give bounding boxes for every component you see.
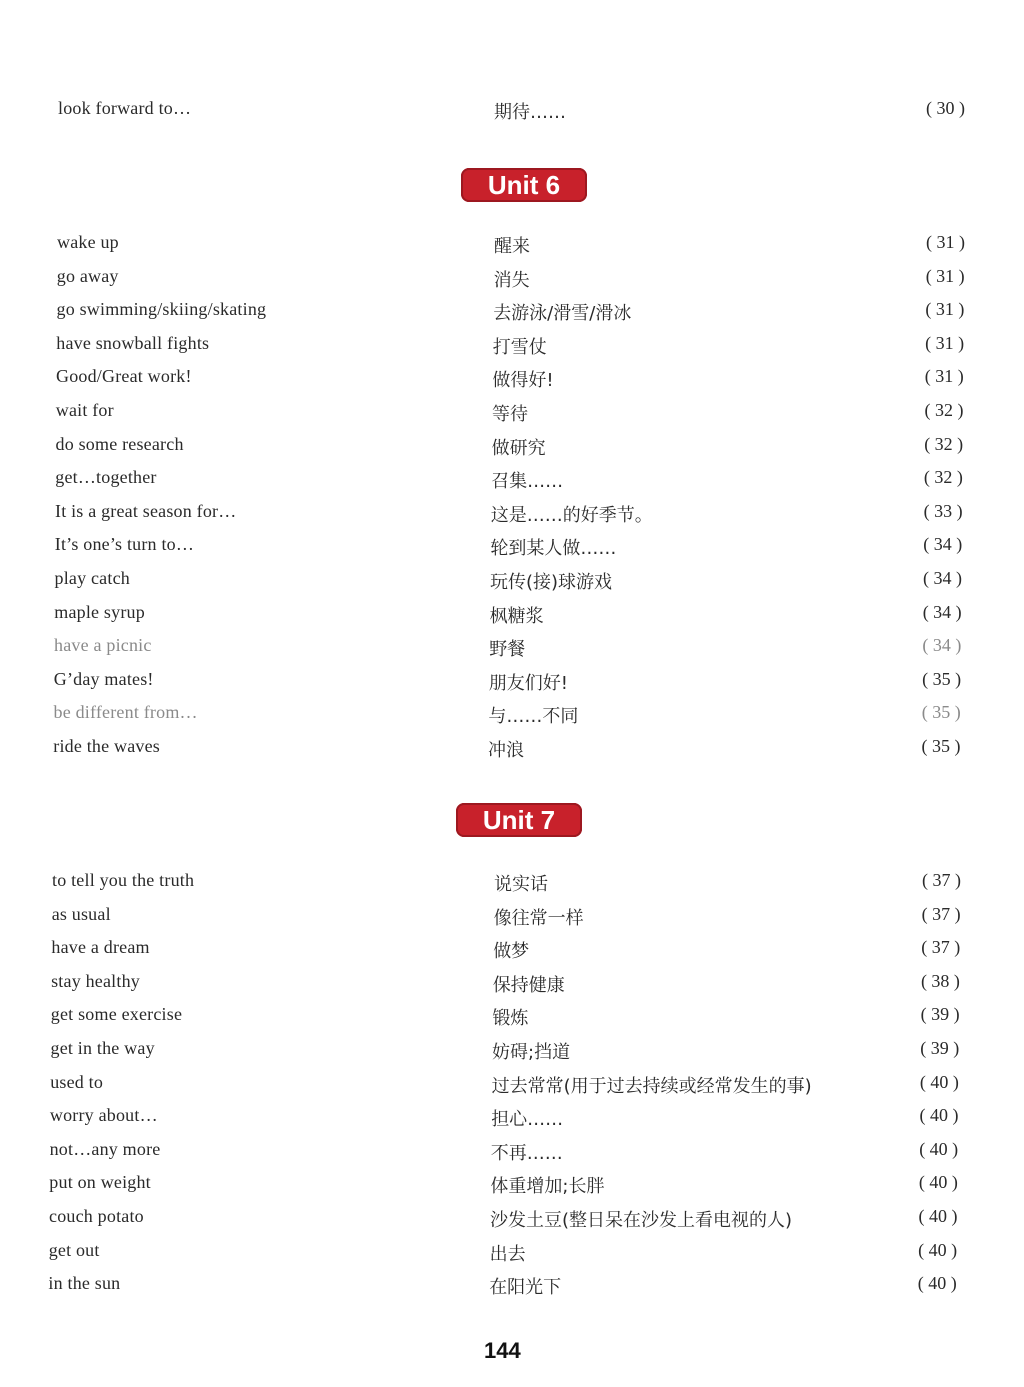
page-reference: ( 31 ) [925,332,965,353]
chinese-meaning: 消失 [493,269,530,291]
english-phrase: G’day mates! [53,668,154,689]
chinese-meaning: 与……不同 [488,706,579,728]
english-phrase: get…together [55,467,157,488]
entry-row [0,333,1024,363]
entry-row [0,467,1024,497]
entry-row [0,98,1024,128]
page-reference: ( 40 ) [917,1273,957,1294]
page-reference: ( 32 ) [923,467,963,488]
entry-row [0,534,1024,564]
page-reference: ( 33 ) [923,500,963,521]
chinese-meaning: 朋友们好! [488,672,569,694]
chinese-meaning: 打雪仗 [492,336,547,358]
english-phrase: go swimming/skiing/skating [56,299,267,320]
english-phrase: stay healthy [51,970,140,991]
page-reference: ( 34 ) [923,534,963,555]
page-reference: ( 40 ) [918,1239,958,1260]
english-phrase: have snowball fights [56,332,210,353]
page-reference: ( 39 ) [920,1038,960,1058]
page-reference: ( 40 ) [919,1138,959,1159]
entry-row [0,937,1024,967]
chinese-meaning: 妨碍;挡道 [492,1042,571,1063]
chinese-meaning: 冲浪 [488,740,524,761]
entry-row [0,299,1024,329]
chinese-meaning: 做梦 [493,941,530,963]
chinese-meaning: 在阳光下 [489,1277,562,1299]
chinese-meaning: 召集…… [491,471,564,493]
english-phrase: have a picnic [54,635,152,656]
entry-row [0,501,1024,531]
page-reference: ( 34 ) [922,601,962,622]
english-phrase: couch potato [49,1206,144,1226]
chinese-meaning: 醒来 [494,236,530,257]
entry-row [0,870,1024,900]
entry-row [0,635,1024,665]
chinese-meaning: 等待 [492,404,528,425]
chinese-meaning: 沙发土豆(整日呆在沙发上看电视的人) [490,1210,793,1231]
page-reference: ( 32 ) [924,400,964,420]
english-phrase: Good/Great work! [56,366,192,387]
english-phrase: wake up [57,232,119,252]
entry-row [0,400,1024,430]
chinese-meaning: 做研究 [491,437,546,459]
unit-label: Unit 6 [487,169,561,200]
page-reference: ( 39 ) [920,1004,960,1025]
page-reference: ( 37 ) [921,903,961,924]
english-phrase: get out [48,1239,100,1260]
page-reference: ( 34 ) [923,568,962,588]
chinese-meaning: 锻炼 [492,1008,529,1030]
english-phrase: go away [56,265,119,286]
chinese-meaning: 枫糖浆 [489,605,544,627]
english-phrase: get in the way [50,1038,155,1058]
page-reference: ( 38 ) [920,970,960,991]
page-reference: ( 32 ) [924,433,964,454]
english-phrase: put on weight [49,1172,151,1193]
page-reference: ( 40 ) [918,1172,958,1193]
unit-label: Unit 7 [482,804,556,835]
english-phrase: It is a great season for… [55,500,237,521]
english-phrase: ride the waves [53,736,161,756]
english-phrase: be different from… [53,702,198,723]
page-reference: ( 40 ) [919,1105,959,1126]
entry-row [0,568,1024,598]
page-reference: ( 31 ) [925,299,965,320]
page-reference: ( 31 ) [925,265,965,286]
english-phrase: as usual [51,903,111,924]
english-phrase: worry about… [49,1105,158,1126]
page-reference: ( 34 ) [922,635,962,656]
entry-row [0,434,1024,464]
chinese-meaning: 轮到某人做…… [490,538,617,560]
entry-row [0,669,1024,699]
english-phrase: play catch [54,568,130,588]
english-phrase: get some exercise [50,1004,183,1025]
chinese-meaning: 期待…… [494,102,566,123]
page-reference: ( 40 ) [919,1071,959,1092]
entry-row [0,602,1024,632]
page-reference: ( 35 ) [921,702,961,723]
entry-row [0,736,1024,766]
english-phrase: used to [50,1071,104,1092]
entry-row [0,266,1024,296]
page-reference: ( 40 ) [918,1206,958,1226]
chinese-meaning: 体重增加;长胖 [490,1176,605,1198]
unit-6-heading [461,168,587,202]
english-phrase: It’s one’s turn to… [54,534,195,555]
entry-row [0,1105,1024,1135]
page-reference: ( 35 ) [921,736,961,756]
page-reference: ( 31 ) [926,232,965,252]
chinese-meaning: 玩传(接)球游戏 [490,572,613,593]
unit-7-heading [456,803,582,837]
entry-row [0,1240,1024,1270]
chinese-meaning: 不再…… [490,1142,563,1164]
english-phrase: not…any more [49,1138,161,1159]
english-phrase: maple syrup [54,601,145,622]
entry-row [0,1004,1024,1034]
chinese-meaning: 过去常常(用于过去持续或经常发生的事) [491,1075,812,1097]
english-phrase: to tell you the truth [52,870,195,890]
page-reference: ( 37 ) [922,870,961,890]
english-phrase: wait for [55,400,114,420]
chinese-meaning: 这是……的好季节。 [490,504,653,526]
entry-row [0,1139,1024,1169]
page-reference: ( 37 ) [921,937,961,958]
english-phrase: look forward to… [58,98,192,118]
chinese-meaning: 保持健康 [492,974,565,996]
entry-row [0,904,1024,934]
english-phrase: do some research [55,433,184,454]
entry-row [0,1206,1024,1236]
chinese-meaning: 去游泳/滑雪/滑冰 [493,303,632,325]
entry-row [0,366,1024,396]
page-number: 144 [484,1338,521,1363]
chinese-meaning: 说实话 [494,874,548,895]
chinese-meaning: 做得好! [492,370,554,392]
entry-row [0,971,1024,1001]
page-reference: ( 30 ) [926,98,965,118]
page-reference: ( 35 ) [922,668,962,689]
chinese-meaning: 像往常一样 [493,907,584,929]
entry-row [0,1072,1024,1102]
entry-row [0,232,1024,262]
entry-row [0,1172,1024,1202]
entry-row [0,1273,1024,1303]
page-reference: ( 31 ) [924,366,964,387]
chinese-meaning: 出去 [489,1243,526,1265]
chinese-meaning: 担心…… [491,1109,564,1131]
english-phrase: in the sun [48,1273,121,1294]
chinese-meaning: 野餐 [489,639,526,661]
entry-row [0,702,1024,732]
english-phrase: have a dream [51,937,150,958]
entry-row [0,1038,1024,1068]
